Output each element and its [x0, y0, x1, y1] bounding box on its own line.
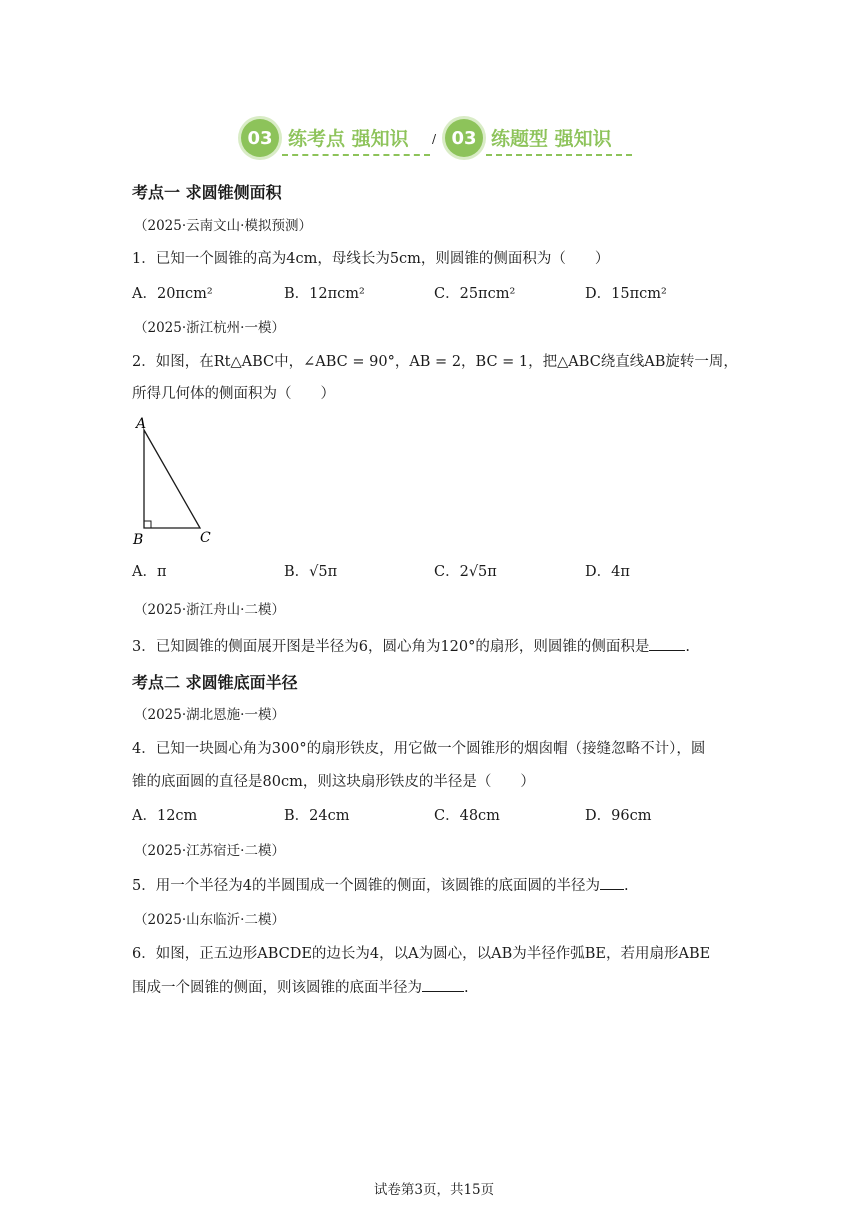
- answer-blank-3[interactable]: [649, 636, 685, 651]
- question-source-1: （2025·云南文山·模拟预测）: [134, 218, 312, 234]
- question-stem-5-text: 5．用一个半径为4的半圆围成一个圆锥的侧面，该圆锥的底面圆的半径为: [132, 878, 600, 894]
- question-stem-3: [132, 636, 690, 657]
- question-stem-3-end: .: [685, 639, 690, 655]
- option-4b: B．24cm: [284, 808, 350, 824]
- question-stem-6-end: .: [464, 980, 469, 996]
- option-1d: D．15πcm²: [585, 286, 667, 302]
- question-stem-4-line1: 4．已知一块圆心角为300°的扇形铁皮，用它做一个圆锥形的烟囱帽（接缝忽略不计），圆: [132, 741, 706, 757]
- header-title-2: 练题型 强知识: [491, 128, 612, 150]
- question-stem-4-line2: 锥的底面圆的直径是80cm，则这块扇形铁皮的半径是（ ）: [132, 774, 535, 790]
- question-stem-1: 1．已知一个圆锥的高为4cm，母线长为5cm，则圆锥的侧面积为（ ）: [132, 251, 610, 267]
- question-source-2: （2025·浙江杭州·一模）: [134, 320, 285, 336]
- vertex-label-c: C: [200, 530, 211, 546]
- header-separator: /: [432, 132, 437, 146]
- question-stem-6-line1: 6．如图，正五边形ABCDE的边长为4，以A为圆心，以AB为半径作弧BE，若用扇形ABE: [132, 946, 711, 962]
- question-source-3: （2025·浙江舟山·二模）: [134, 602, 285, 618]
- question-stem-6-line2: [132, 977, 469, 998]
- question-stem-3-text: 3．已知圆锥的侧面展开图是半径为6，圆心角为120°的扇形，则圆锥的侧面积是: [132, 639, 650, 655]
- answer-blank-6[interactable]: [422, 977, 464, 992]
- vertex-label-b: B: [133, 532, 144, 548]
- question-stem-5: [132, 875, 629, 896]
- page-footer: 试卷第3页，共15页: [373, 1182, 495, 1198]
- option-4a: A．12cm: [132, 808, 198, 824]
- question-source-4: （2025·湖北恩施·一模）: [134, 707, 285, 723]
- question-stem-6-text: 围成一个圆锥的侧面，则该圆锥的底面半径为: [132, 980, 422, 996]
- option-2c: C．2√5π: [434, 564, 497, 580]
- question-stem-5-end: .: [623, 878, 629, 894]
- section-title-2: 考点二 求圆锥底面半径: [132, 673, 298, 692]
- section-badge-2: 03: [445, 119, 483, 157]
- vertex-label-a: A: [136, 416, 147, 432]
- option-1c: C．25πcm²: [434, 286, 516, 302]
- question-source-5: （2025·江苏宿迁·二模）: [134, 843, 285, 859]
- question-source-6: （2025·山东临沂·二模）: [134, 912, 285, 928]
- question-stem-2-line1: 2．如图，在Rt△ABC中，∠ABC = 90°，AB = 2，BC = 1，把△ABC绕直线AB旋转一周，: [132, 354, 738, 370]
- question-stem-2-line2: 所得几何体的侧面积为（ ）: [132, 386, 335, 402]
- option-1b: B．12πcm²: [284, 286, 365, 302]
- header-title-1: 练考点 强知识: [288, 128, 409, 150]
- answer-blank-5[interactable]: [600, 875, 624, 890]
- triangle-abc: [144, 430, 200, 528]
- header-underline-1: [282, 154, 430, 156]
- option-4d: D．96cm: [585, 808, 652, 824]
- option-2d: D．4π: [585, 564, 630, 580]
- option-2b: B．√5π: [284, 564, 338, 580]
- header-underline-2: [486, 154, 632, 156]
- section-badge-1: 03: [241, 119, 279, 157]
- section-title-1: 考点一 求圆锥侧面积: [132, 183, 282, 202]
- option-2a: A．π: [132, 564, 167, 580]
- triangle-figure: [128, 412, 228, 552]
- option-1a: A．20πcm²: [132, 286, 213, 302]
- right-angle-mark: [144, 521, 151, 528]
- option-4c: C．48cm: [434, 808, 500, 824]
